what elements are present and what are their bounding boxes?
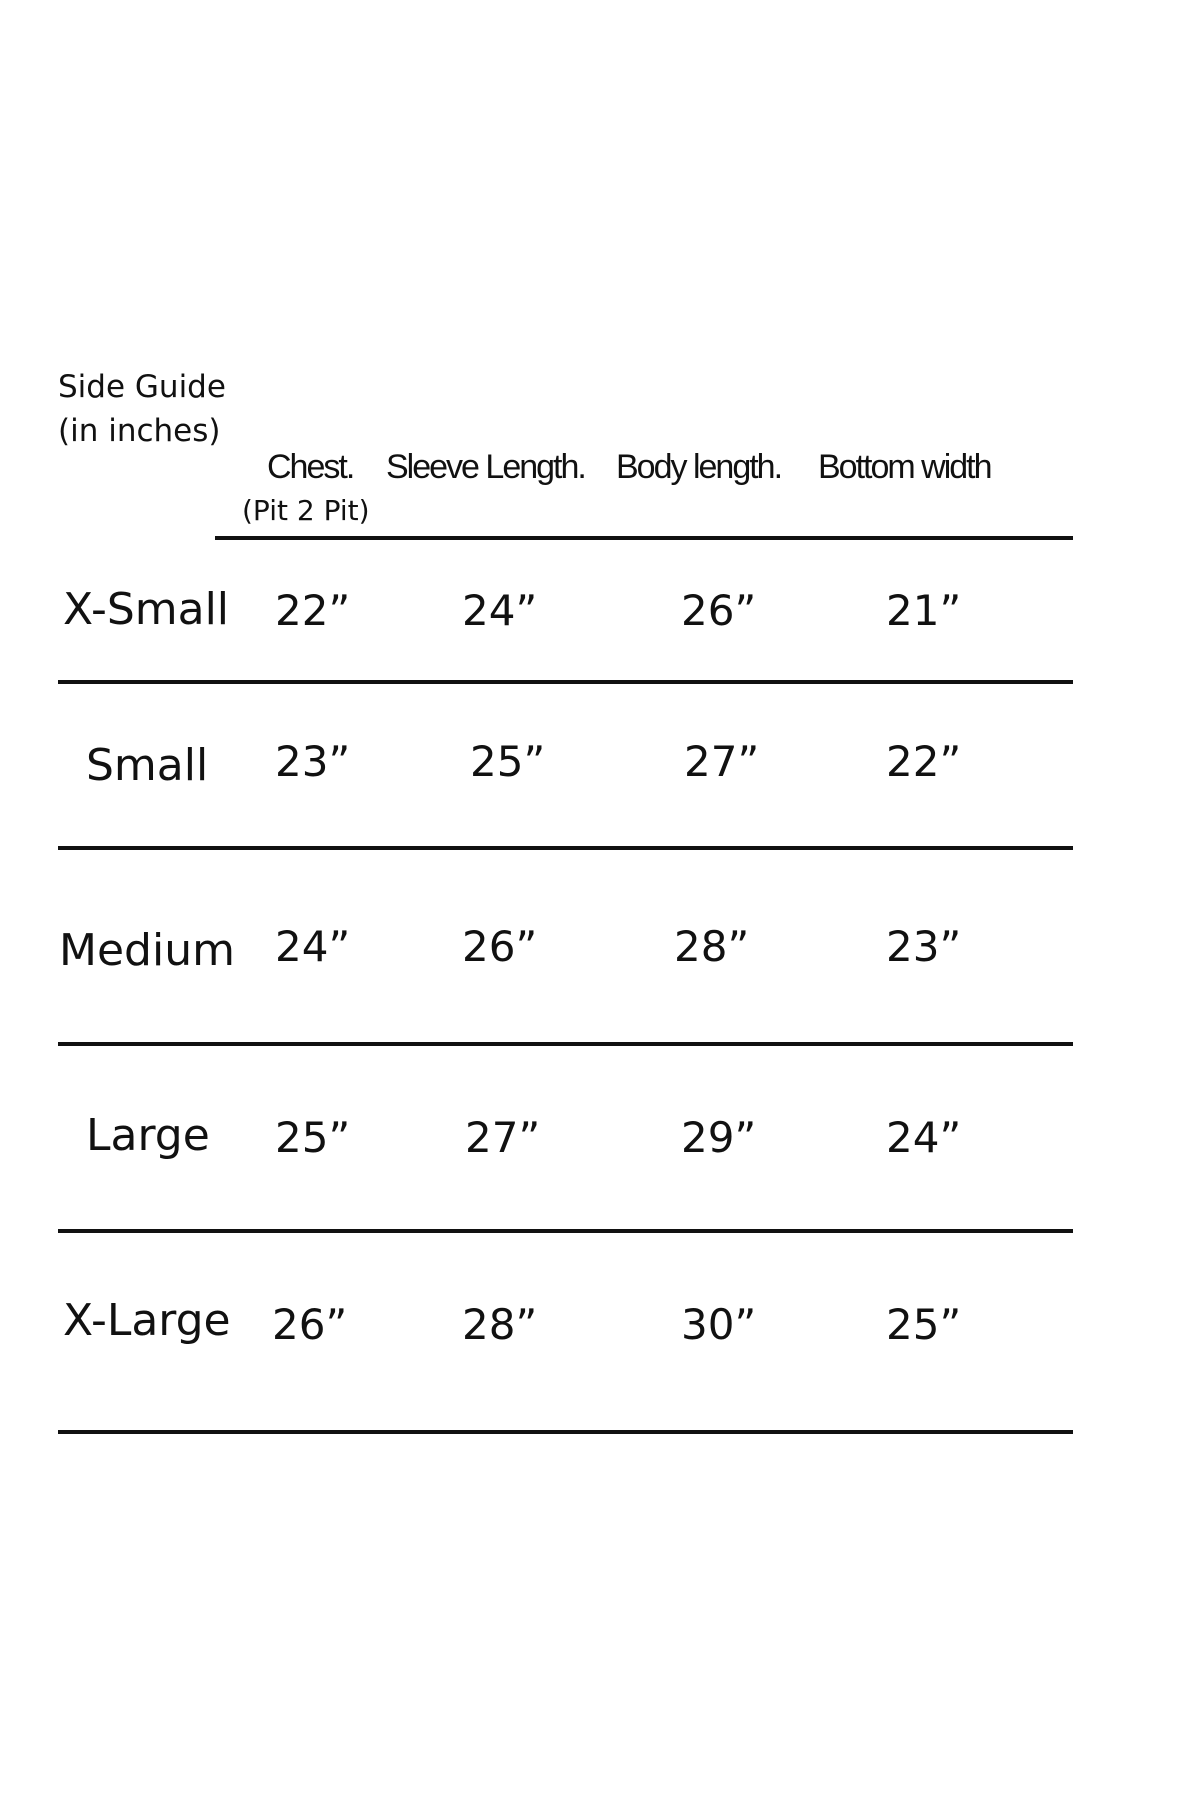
size-label: X-Large — [63, 1295, 231, 1346]
row-divider — [58, 680, 1073, 684]
bottom-width-value: 22” — [886, 737, 962, 786]
chest-value: 22” — [275, 586, 351, 635]
chest-value: 23” — [275, 737, 351, 786]
column-header-body-length: Body length. — [616, 448, 782, 486]
body-length-value: 26” — [681, 586, 757, 635]
size-label: Small — [86, 740, 209, 791]
sleeve-length-value: 24” — [462, 586, 538, 635]
header-divider — [215, 536, 1073, 540]
row-divider — [58, 1042, 1073, 1046]
bottom-width-value: 25” — [886, 1300, 962, 1349]
size-label: Large — [86, 1110, 210, 1161]
body-length-value: 27” — [684, 737, 760, 786]
chest-value: 26” — [272, 1300, 348, 1349]
row-divider — [58, 1229, 1073, 1233]
column-subheader-chest: (Pit 2 Pit) — [242, 494, 370, 527]
size-label: Medium — [59, 925, 235, 976]
guide-title: Side Guide (in inches) — [58, 369, 226, 449]
sleeve-length-value: 25” — [470, 737, 546, 786]
body-length-value: 28” — [674, 922, 750, 971]
column-header-chest: Chest. — [267, 448, 354, 486]
chest-value: 25” — [275, 1113, 351, 1162]
sleeve-length-value: 28” — [462, 1300, 538, 1349]
bottom-width-value: 24” — [886, 1113, 962, 1162]
row-divider — [58, 846, 1073, 850]
size-label: X-Small — [63, 584, 230, 635]
body-length-value: 30” — [681, 1300, 757, 1349]
body-length-value: 29” — [681, 1113, 757, 1162]
chest-value: 24” — [275, 922, 351, 971]
column-header-bottom-width: Bottom width — [818, 448, 991, 486]
bottom-width-value: 21” — [886, 586, 962, 635]
sleeve-length-value: 26” — [462, 922, 538, 971]
bottom-width-value: 23” — [886, 922, 962, 971]
column-header-sleeve-length: Sleeve Length. — [386, 448, 585, 486]
row-divider — [58, 1430, 1073, 1434]
sleeve-length-value: 27” — [465, 1113, 541, 1162]
